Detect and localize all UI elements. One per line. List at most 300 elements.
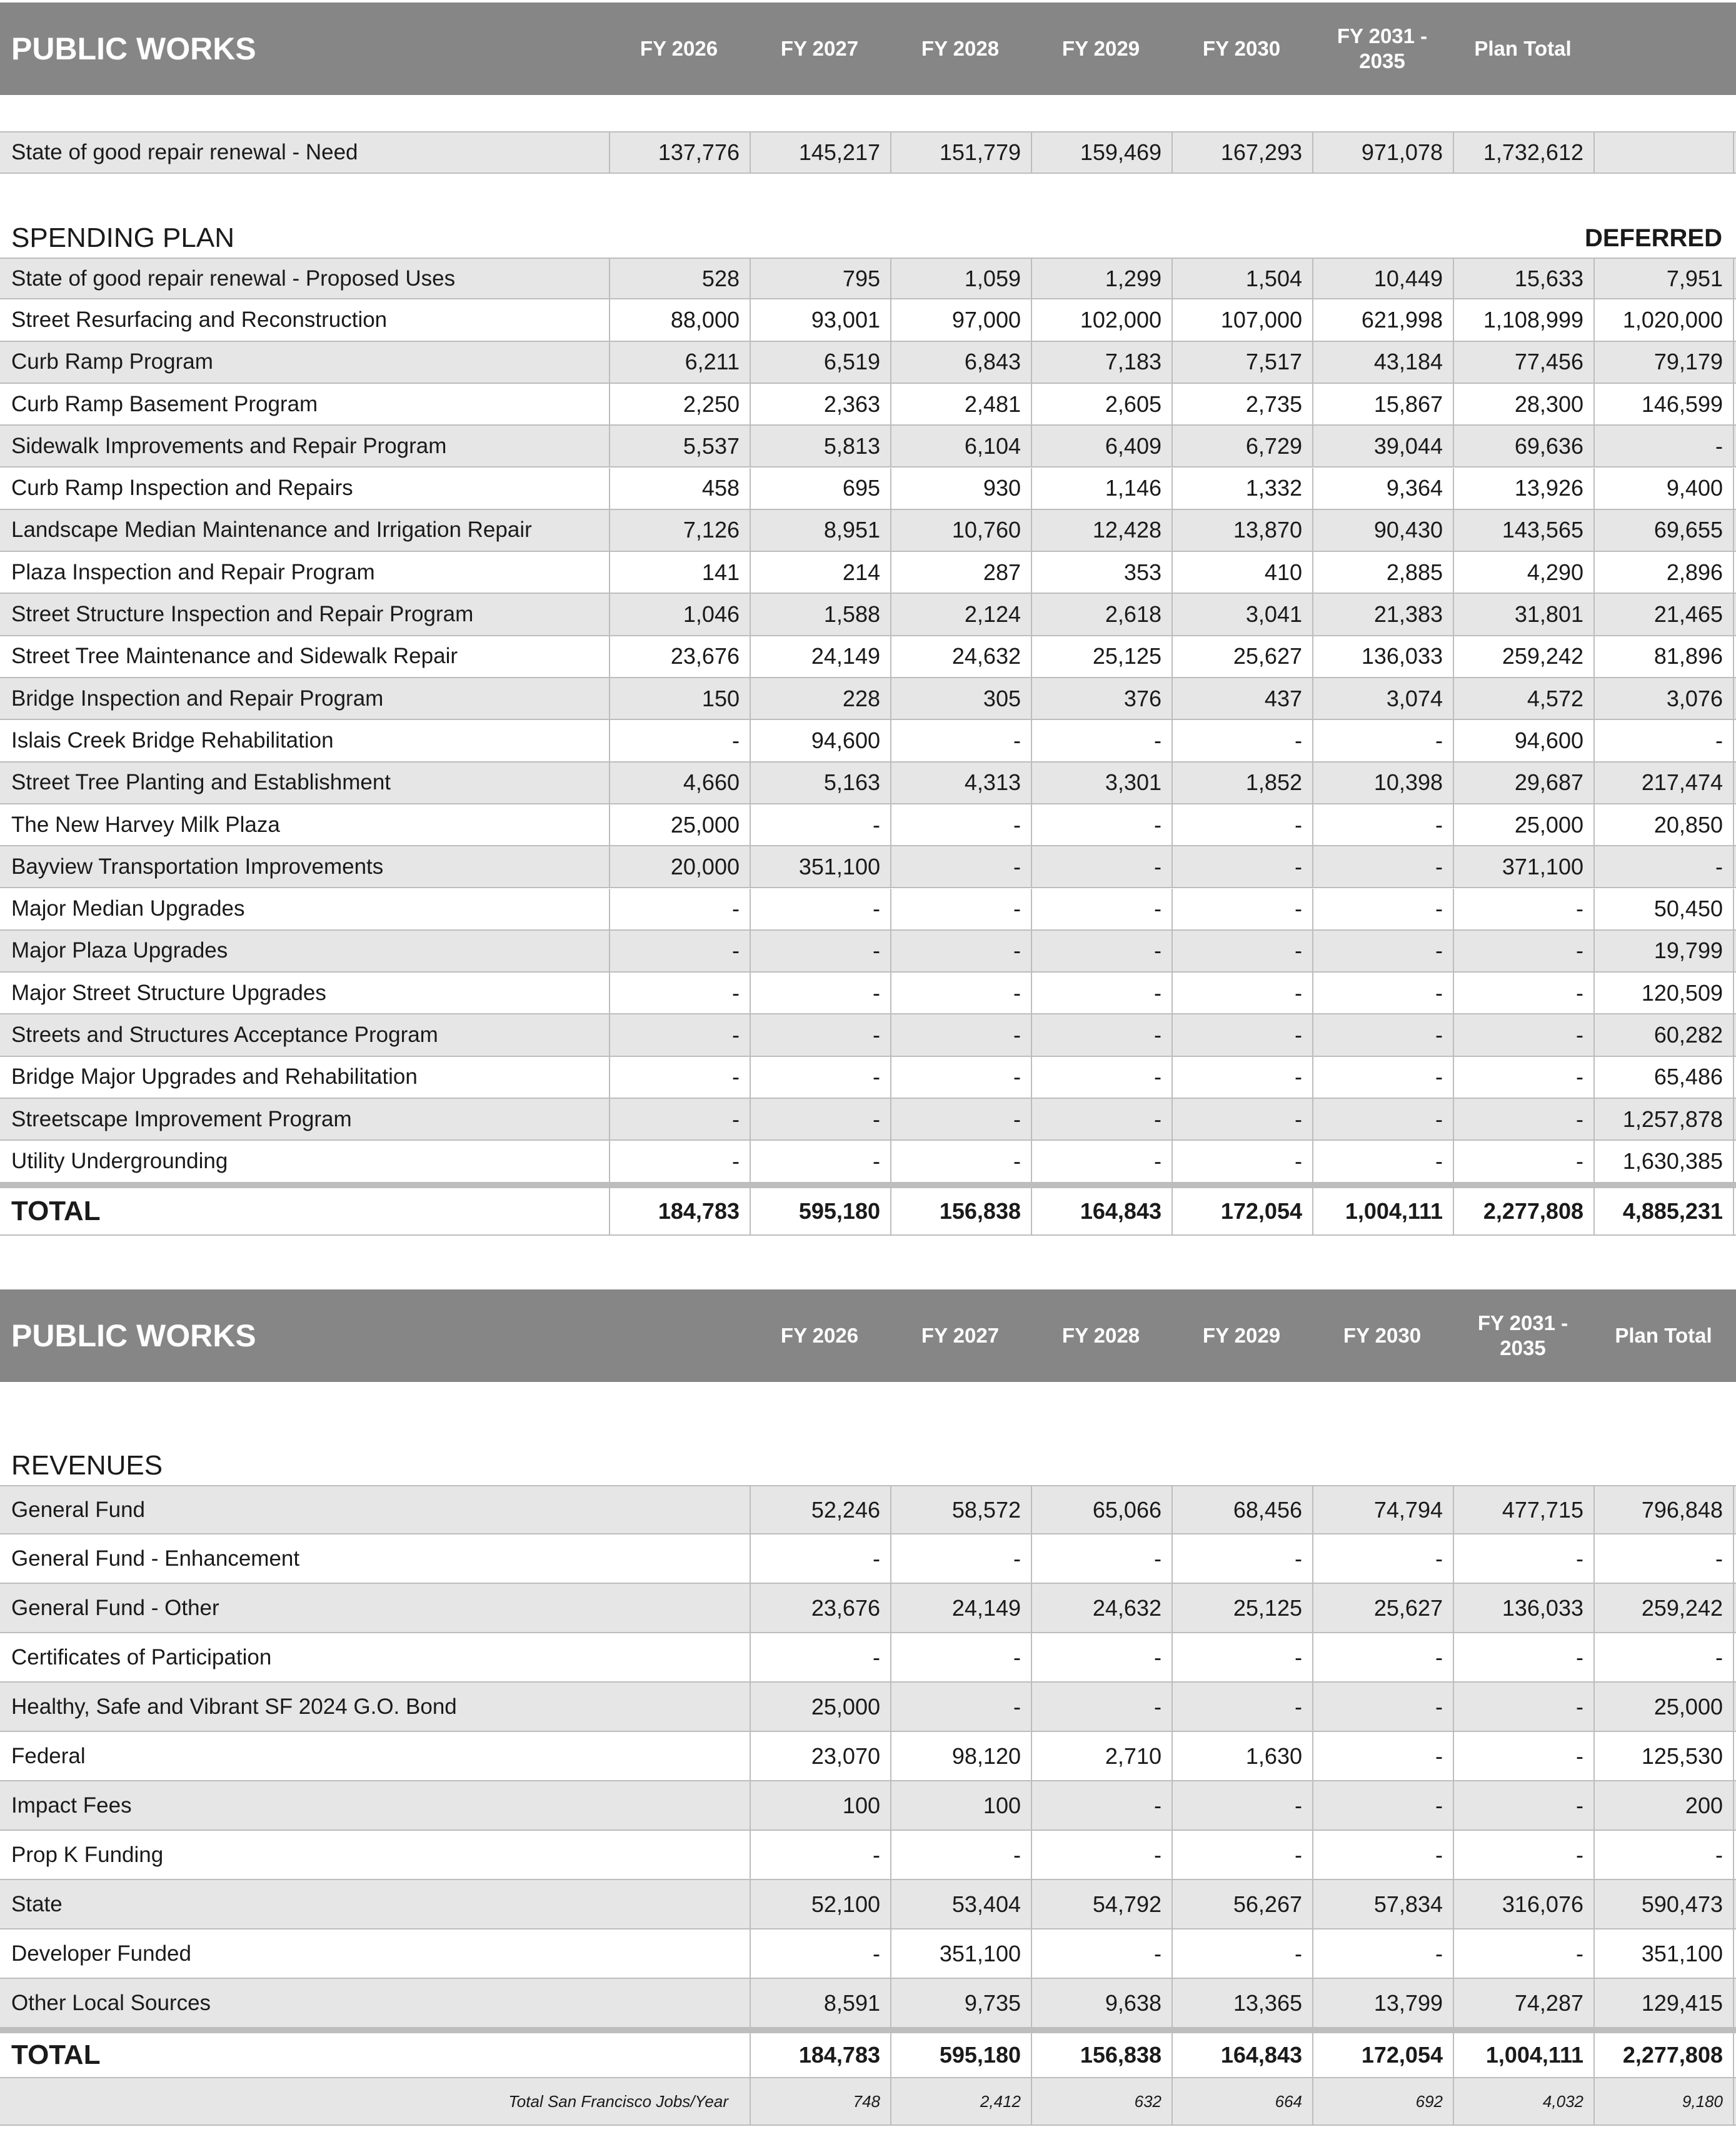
value-cell: 1,630,385	[1593, 1141, 1734, 1181]
value-cell: -	[1453, 931, 1593, 971]
row-label: Street Structure Inspection and Repair Program	[11, 602, 474, 627]
row-label: Other Local Sources	[11, 1990, 211, 2015]
value-cell: -	[890, 1683, 1031, 1731]
value-cell: -	[1031, 1141, 1172, 1181]
value-cell: 156,838	[1031, 2033, 1172, 2077]
row-label: Curb Ramp Basement Program	[11, 391, 318, 416]
value-cell: -	[609, 1014, 750, 1055]
value-cell: -	[1031, 1633, 1172, 1681]
col-header: FY 2028	[921, 37, 1000, 60]
value-cell: -	[1453, 1141, 1593, 1181]
value-cell: -	[609, 973, 750, 1013]
value-cell: 6,104	[890, 426, 1031, 466]
row-label: The New Harvey Milk Plaza	[11, 812, 280, 837]
value-cell: 590,473	[1593, 1880, 1734, 1928]
value-cell: 19,799	[1593, 931, 1734, 971]
table-row	[0, 258, 1736, 299]
value-cell: 107,000	[1172, 299, 1312, 340]
value-cell: -	[1031, 846, 1172, 887]
value-cell: 1,046	[609, 594, 750, 634]
value-cell: 3,076	[1593, 678, 1734, 719]
value-cell: 20,850	[1593, 804, 1734, 845]
value-cell: -	[890, 1141, 1031, 1181]
row-label: TOTAL	[11, 2039, 101, 2070]
value-cell: -	[890, 931, 1031, 971]
value-cell: 458	[609, 468, 750, 509]
value-cell: 164,843	[1031, 1188, 1172, 1234]
row-label: Prop K Funding	[11, 1842, 164, 1867]
table-row	[0, 846, 1736, 888]
value-cell: 136,033	[1312, 636, 1453, 677]
table-row	[0, 636, 1736, 678]
value-cell: 4,313	[890, 763, 1031, 803]
value-cell: 60,282	[1593, 1014, 1734, 1055]
table-row	[0, 342, 1736, 384]
value-cell: -	[1031, 720, 1172, 761]
value-cell: -	[750, 1141, 890, 1181]
value-cell: 94,600	[1453, 720, 1593, 761]
value-cell: 4,290	[1453, 552, 1593, 593]
value-cell: 6,409	[1031, 426, 1172, 466]
col-header: FY 2030	[1343, 1324, 1422, 1347]
value-cell: 146,599	[1593, 384, 1734, 424]
value-cell: -	[1031, 1099, 1172, 1139]
row-label: State of good repair renewal - Proposed Uses	[11, 266, 456, 291]
value-cell: -	[1172, 889, 1312, 929]
value-cell: -	[890, 1014, 1031, 1055]
table-row	[0, 1831, 1736, 1880]
value-cell: -	[750, 1057, 890, 1098]
value-cell: -	[1031, 889, 1172, 929]
value-cell: 90,430	[1312, 510, 1453, 551]
value-cell: 25,627	[1312, 1584, 1453, 1632]
value-cell: -	[1172, 1683, 1312, 1731]
value-cell: 8,951	[750, 510, 890, 551]
value-cell: 7,183	[1031, 342, 1172, 383]
value-cell: 69,636	[1453, 426, 1593, 466]
value-cell: -	[1172, 720, 1312, 761]
value-cell: -	[750, 1633, 890, 1681]
value-cell: -	[1453, 1014, 1593, 1055]
value-cell: 9,180	[1593, 2078, 1734, 2124]
value-cell: 621,998	[1312, 299, 1453, 340]
value-cell: -	[1453, 889, 1593, 929]
col-header: FY 2027	[921, 1324, 1000, 1347]
value-cell: -	[1031, 1014, 1172, 1055]
value-cell: 69,655	[1593, 510, 1734, 551]
value-cell: -	[1031, 1929, 1172, 1978]
row-label: Bridge Inspection and Repair Program	[11, 686, 384, 711]
value-cell: 796,848	[1593, 1486, 1734, 1533]
value-cell: 6,843	[890, 342, 1031, 383]
value-cell: 58,572	[890, 1486, 1031, 1533]
value-cell: 2,481	[890, 384, 1031, 424]
value-cell: -	[609, 720, 750, 761]
value-cell: -	[609, 1141, 750, 1181]
table-row	[0, 1633, 1736, 1683]
value-cell: 159,469	[1031, 133, 1172, 173]
value-cell: -	[1312, 1057, 1453, 1098]
value-cell: 305	[890, 678, 1031, 719]
row-label: Sidewalk Improvements and Repair Program	[11, 433, 447, 458]
value-cell: 287	[890, 552, 1031, 593]
value-cell: 316,076	[1453, 1880, 1593, 1928]
value-cell: 164,843	[1172, 2033, 1312, 2077]
value-cell: -	[1172, 1929, 1312, 1978]
table-row	[0, 1979, 1736, 2028]
value-cell: 172,054	[1172, 1188, 1312, 1234]
value-cell: 259,242	[1453, 636, 1593, 677]
value-cell: 74,287	[1453, 1979, 1593, 2027]
value-cell: 351,100	[750, 846, 890, 887]
value-cell: 2,124	[890, 594, 1031, 634]
table-row	[0, 426, 1736, 468]
value-cell: -	[750, 1831, 890, 1879]
table-row	[0, 384, 1736, 426]
jobs-row	[0, 2078, 1736, 2126]
value-cell: 1,020,000	[1593, 299, 1734, 340]
value-cell: 93,001	[750, 299, 890, 340]
value-cell: 13,870	[1172, 510, 1312, 551]
value-cell: -	[890, 720, 1031, 761]
value-cell: 20,000	[609, 846, 750, 887]
value-cell: 7,126	[609, 510, 750, 551]
table-row	[0, 804, 1736, 846]
col-header: FY 2028	[1061, 1324, 1140, 1347]
row-label: Street Tree Planting and Establishment	[11, 770, 391, 795]
value-cell: 65,486	[1593, 1057, 1734, 1098]
value-cell: 29,687	[1453, 763, 1593, 803]
value-cell: 156,838	[890, 1188, 1031, 1234]
value-cell: 200	[1593, 1781, 1734, 1829]
col-header: FY 2030	[1202, 37, 1281, 60]
value-cell: 2,710	[1031, 1732, 1172, 1780]
row-label: State of good repair renewal - Need	[11, 140, 358, 164]
value-cell: 10,398	[1312, 763, 1453, 803]
value-cell: 9,735	[890, 1979, 1031, 2027]
value-cell: 23,070	[750, 1732, 890, 1780]
value-cell: 1,108,999	[1453, 299, 1593, 340]
value-cell: 79,179	[1593, 342, 1734, 383]
value-cell: 12,428	[1031, 510, 1172, 551]
value-cell: 7,517	[1172, 342, 1312, 383]
value-cell: -	[1453, 973, 1593, 1013]
value-cell: 595,180	[750, 1188, 890, 1234]
value-cell: 376	[1031, 678, 1172, 719]
value-cell: 57,834	[1312, 1880, 1453, 1928]
value-cell: 145,217	[750, 133, 890, 173]
need-row	[0, 131, 1736, 174]
value-cell: 5,163	[750, 763, 890, 803]
value-cell: 97,000	[890, 299, 1031, 340]
value-cell: 371,100	[1453, 846, 1593, 887]
value-cell: -	[1593, 846, 1734, 887]
value-cell: -	[890, 804, 1031, 845]
table-row	[0, 1485, 1736, 1534]
value-cell: -	[1031, 931, 1172, 971]
value-cell: 172,054	[1312, 2033, 1453, 2077]
value-cell: 150	[609, 678, 750, 719]
value-cell: 25,000	[750, 1683, 890, 1731]
value-cell: 52,100	[750, 1880, 890, 1928]
value-cell: 54,792	[1031, 1880, 1172, 1928]
value-cell: 1,588	[750, 594, 890, 634]
value-cell: 2,250	[609, 384, 750, 424]
value-cell: 214	[750, 552, 890, 593]
table-row	[0, 1057, 1736, 1099]
value-cell: -	[1031, 1831, 1172, 1879]
value-cell: 28,300	[1453, 384, 1593, 424]
value-cell: -	[890, 846, 1031, 887]
value-cell: 437	[1172, 678, 1312, 719]
value-cell: 971,078	[1312, 133, 1453, 173]
revenues-title: REVENUES	[11, 1450, 163, 1481]
value-cell: 56,267	[1172, 1880, 1312, 1928]
value-cell: 9,638	[1031, 1979, 1172, 2027]
value-cell: 5,537	[609, 426, 750, 466]
value-cell: 52,246	[750, 1486, 890, 1533]
value-cell: -	[1453, 1683, 1593, 1731]
row-label: Plaza Inspection and Repair Program	[11, 559, 375, 584]
value-cell: 74,794	[1312, 1486, 1453, 1533]
value-cell: -	[1453, 1633, 1593, 1681]
col-header: FY 2029	[1202, 1324, 1281, 1347]
value-cell: -	[1172, 1057, 1312, 1098]
value-cell: -	[1031, 1057, 1172, 1098]
value-cell: 151,779	[890, 133, 1031, 173]
value-cell: 53,404	[890, 1880, 1031, 1928]
spending-plan-title: SPENDING PLAN	[11, 223, 234, 253]
value-cell: 351,100	[890, 1929, 1031, 1978]
value-cell: -	[1312, 1929, 1453, 1978]
row-label: State	[11, 1891, 63, 1916]
value-cell: 24,632	[890, 636, 1031, 677]
value-cell: 23,676	[750, 1584, 890, 1632]
value-cell: 2,277,808	[1453, 1188, 1593, 1234]
value-cell: -	[1031, 1534, 1172, 1583]
value-cell: 25,000	[1453, 804, 1593, 845]
revenue-header	[0, 1289, 1736, 1382]
value-cell: 528	[609, 259, 750, 298]
table-row	[0, 1781, 1736, 1831]
value-cell: -	[1031, 1781, 1172, 1829]
value-cell: -	[1172, 846, 1312, 887]
value-cell: 930	[890, 468, 1031, 509]
value-cell: -	[1453, 1732, 1593, 1780]
row-label: Certificates of Participation	[11, 1644, 272, 1669]
value-cell: -	[1312, 720, 1453, 761]
value-cell: 136,033	[1453, 1584, 1593, 1632]
value-cell: 2,412	[890, 2078, 1031, 2124]
value-cell: 259,242	[1593, 1584, 1734, 1632]
row-label: Total San Francisco Jobs/Year	[508, 2091, 728, 2111]
value-cell: 1,504	[1172, 259, 1312, 298]
row-label: Islais Creek Bridge Rehabilitation	[11, 728, 334, 753]
table-row	[0, 889, 1736, 931]
row-label: Streets and Structures Acceptance Program	[11, 1023, 438, 1048]
value-cell: 2,277,808	[1593, 2033, 1734, 2077]
col-header: FY 2031 - 2035	[1337, 24, 1428, 73]
value-cell: 3,074	[1312, 678, 1453, 719]
value-cell: -	[1312, 1781, 1453, 1829]
row-label: Major Median Upgrades	[11, 896, 245, 921]
col-header: FY 2026	[780, 1324, 859, 1347]
row-label: Major Street Structure Upgrades	[11, 980, 326, 1005]
table-row	[0, 594, 1736, 636]
value-cell: -	[609, 889, 750, 929]
value-cell: -	[1312, 1141, 1453, 1181]
value-cell: -	[1593, 1633, 1734, 1681]
value-cell: -	[1312, 973, 1453, 1013]
value-cell: 88,000	[609, 299, 750, 340]
row-label: Developer Funded	[11, 1941, 191, 1966]
value-cell: -	[1172, 1781, 1312, 1829]
value-cell: 1,852	[1172, 763, 1312, 803]
value-cell: -	[609, 1057, 750, 1098]
table-row	[0, 1534, 1736, 1584]
value-cell: 10,449	[1312, 259, 1453, 298]
value-cell: -	[1172, 1831, 1312, 1879]
table-row	[0, 1099, 1736, 1141]
table-row	[0, 552, 1736, 594]
table-row	[0, 973, 1736, 1014]
table-row	[0, 510, 1736, 552]
row-label: Utility Undergrounding	[11, 1148, 228, 1173]
row-label: Streetscape Improvement Program	[11, 1106, 352, 1131]
value-cell: -	[750, 1014, 890, 1055]
value-cell: 217,474	[1593, 763, 1734, 803]
value-cell: 13,799	[1312, 1979, 1453, 2027]
total-row	[0, 1183, 1736, 1236]
row-label: Impact Fees	[11, 1793, 132, 1818]
col-header: Plan Total	[1615, 1324, 1712, 1347]
value-cell: -	[609, 931, 750, 971]
value-cell: -	[1312, 889, 1453, 929]
value-cell: 6,211	[609, 342, 750, 383]
value-cell: 21,383	[1312, 594, 1453, 634]
value-cell: -	[1172, 1141, 1312, 1181]
value-cell: 1,004,111	[1453, 2033, 1593, 2077]
value-cell: 4,660	[609, 763, 750, 803]
value-cell: 143,565	[1453, 510, 1593, 551]
value-cell: 7,951	[1593, 259, 1734, 298]
row-label: Street Tree Maintenance and Sidewalk Repair	[11, 644, 458, 669]
table-row	[0, 1732, 1736, 1781]
value-cell: 184,783	[609, 1188, 750, 1234]
value-cell: 2,885	[1312, 552, 1453, 593]
value-cell: 100	[890, 1781, 1031, 1829]
value-cell: 1,630	[1172, 1732, 1312, 1780]
value-cell: -	[750, 804, 890, 845]
value-cell: -	[890, 973, 1031, 1013]
value-cell: 25,125	[1031, 636, 1172, 677]
table-row	[0, 1014, 1736, 1056]
value-cell: 1,004,111	[1312, 1188, 1453, 1234]
value-cell: -	[890, 1831, 1031, 1879]
value-cell: 353	[1031, 552, 1172, 593]
value-cell: -	[1172, 1099, 1312, 1139]
value-cell: -	[1031, 1683, 1172, 1731]
value-cell: 77,456	[1453, 342, 1593, 383]
value-cell: -	[1593, 720, 1734, 761]
value-cell: -	[609, 1099, 750, 1139]
value-cell: 1,332	[1172, 468, 1312, 509]
value-cell: -	[1593, 426, 1734, 466]
value-cell: 94,600	[750, 720, 890, 761]
table-row	[0, 468, 1736, 510]
total-row	[0, 2028, 1736, 2078]
row-label: Street Resurfacing and Reconstruction	[11, 307, 388, 332]
value-cell: 125,530	[1593, 1732, 1734, 1780]
value-cell: -	[750, 973, 890, 1013]
value-cell: -	[1312, 846, 1453, 887]
value-cell: 137,776	[609, 133, 750, 173]
table-row	[0, 720, 1736, 762]
value-cell: -	[1312, 931, 1453, 971]
value-cell: 3,041	[1172, 594, 1312, 634]
value-cell: 120,509	[1593, 973, 1734, 1013]
value-cell: 4,032	[1453, 2078, 1593, 2124]
value-cell: 98,120	[890, 1732, 1031, 1780]
row-label: Major Plaza Upgrades	[11, 938, 228, 963]
value-cell: 664	[1172, 2078, 1312, 2124]
spending-header-title: PUBLIC WORKS	[11, 31, 256, 66]
value-cell: -	[1593, 1534, 1734, 1583]
value-cell: 68,456	[1172, 1486, 1312, 1533]
value-cell: -	[1312, 1732, 1453, 1780]
revenue-header-title: PUBLIC WORKS	[11, 1318, 256, 1353]
value-cell: -	[750, 1099, 890, 1139]
table-row	[0, 1929, 1736, 1979]
value-cell: -	[1172, 1014, 1312, 1055]
table-row	[0, 1584, 1736, 1633]
value-cell: 129,415	[1593, 1979, 1734, 2027]
value-cell: 1,732,612	[1453, 133, 1593, 173]
col-header: FY 2027	[780, 37, 859, 60]
value-cell: 39,044	[1312, 426, 1453, 466]
value-cell: 228	[750, 678, 890, 719]
table-row	[0, 1880, 1736, 1929]
value-cell: 13,926	[1453, 468, 1593, 509]
value-cell: -	[750, 889, 890, 929]
value-cell: 9,400	[1593, 468, 1734, 509]
value-cell: 2,896	[1593, 552, 1734, 593]
col-header: FY 2029	[1061, 37, 1140, 60]
value-cell: -	[1453, 1534, 1593, 1583]
col-header: FY 2031 - 2035	[1477, 1311, 1568, 1359]
value-cell: 595,180	[890, 2033, 1031, 2077]
value-cell: 102,000	[1031, 299, 1172, 340]
value-cell: -	[1312, 804, 1453, 845]
row-label: Bridge Major Upgrades and Rehabilitation	[11, 1064, 418, 1089]
value-cell: 24,149	[750, 636, 890, 677]
value-cell: 4,885,231	[1593, 1188, 1734, 1234]
value-cell: 25,125	[1172, 1584, 1312, 1632]
value-cell: 632	[1031, 2078, 1172, 2124]
value-cell: 167,293	[1172, 133, 1312, 173]
value-cell: -	[1312, 1534, 1453, 1583]
value-cell: -	[1453, 1929, 1593, 1978]
value-cell: -	[1031, 973, 1172, 1013]
value-cell: -	[890, 1534, 1031, 1583]
value-cell: 2,618	[1031, 594, 1172, 634]
value-cell: 24,149	[890, 1584, 1031, 1632]
value-cell: 1,059	[890, 259, 1031, 298]
value-cell: -	[1453, 1057, 1593, 1098]
value-cell: 692	[1312, 2078, 1453, 2124]
value-cell: 141	[609, 552, 750, 593]
value-cell: -	[890, 1099, 1031, 1139]
